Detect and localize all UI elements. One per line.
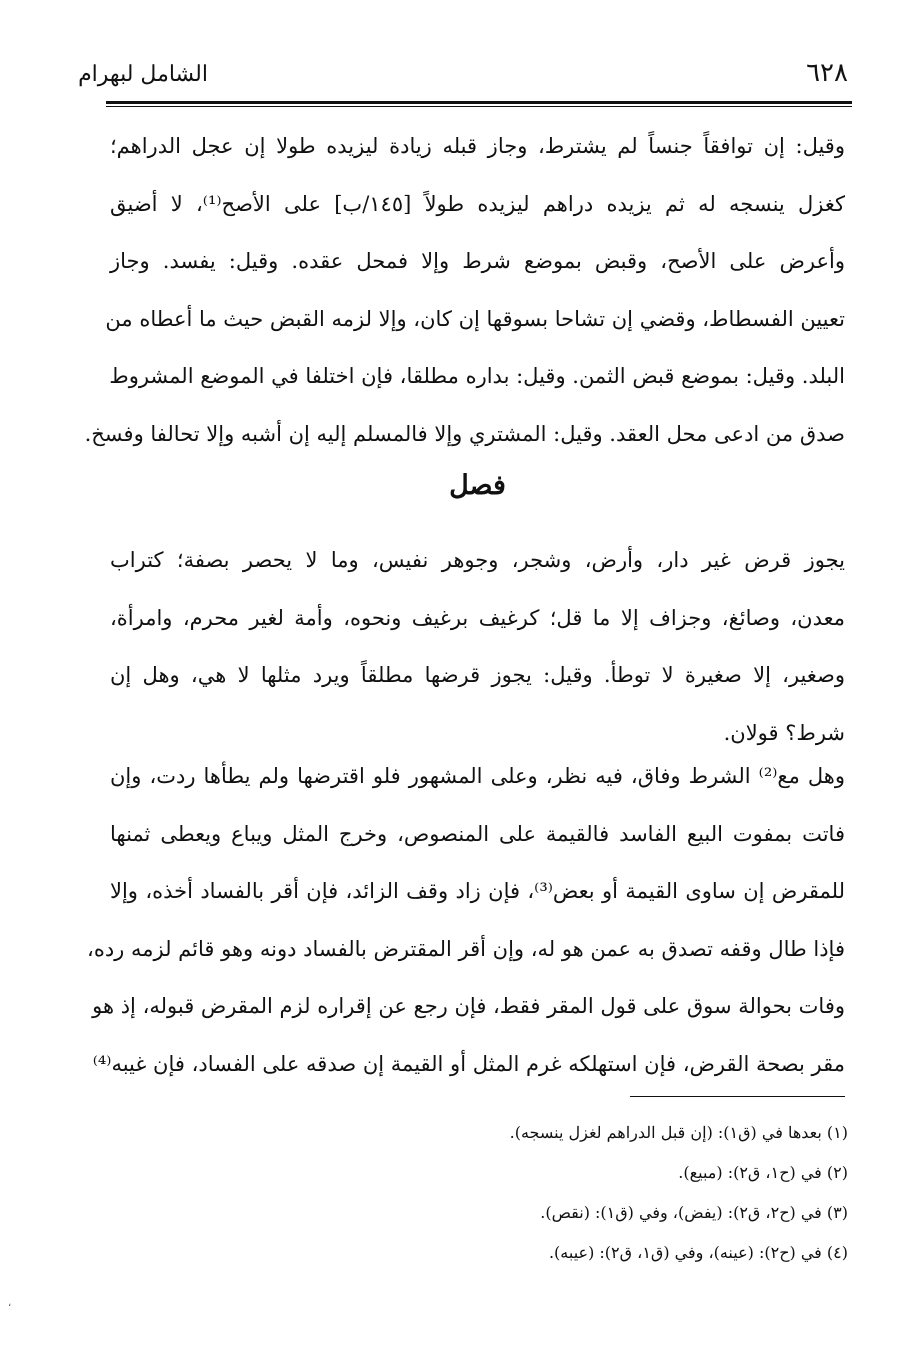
text-line: كغزل ينسجه له ثم يزيده دراهم ليزيده طولاً [١٤٥/ب] على الأصح⁽¹⁾، لا أضيق [110,191,845,216]
text-line: وأعرض على الأصح، وقبض بموضع شرط وإلا فمحل عقده. وقيل: يفسد. وجاز [110,249,845,273]
header-rule [106,101,852,104]
text-line: معدن، وصائغ، وجزاف إلا ما قل؛ كرغيف برغيف ونحوه، وأمة لغير محرم، وامرأة، [110,605,845,630]
text-line: وقيل: إن توافقاً جنساً لم يشترط، وجاز قبله زيادة ليزيده طولا إن عجل الدراهم؛ [110,134,845,158]
paragraph-1 [84,118,845,463]
page-header [78,56,848,102]
footnote-3: (٣) في (ح٢، ق٢): (يفض)، وفي (ق١): (نقص). [540,1203,848,1222]
text-line: للمقرض إن ساوى القيمة أو بعض⁽³⁾، فإن زاد وقف الزائد، فإن أقر بالفساد أخذه، وإلا [110,879,845,903]
text-line: وفات بحوالة سوق على قول المقر فقط، فإن رجع عن إقراره لزم المقرض قبوله، إذ هو [92,994,845,1018]
margin-mark: ، [8,1298,12,1309]
footnote-separator [630,1096,845,1097]
text-line: فإذا طال وقفه تصدق به عمن هو له، وإن أقر المقترض بالفساد دونه وهو قائم لزمه رده، [87,936,845,961]
text-line: فاتت بمفوت البيع الفاسد فالقيمة على المنصوص، وخرج المثل ويباع ويعطى ثمنها [110,821,845,846]
paragraph-2 [110,532,845,762]
running-title: الشامل لبهرام [78,62,208,87]
text-line: البلد. وقيل: بموضع قبض الثمن. وقيل: بداره مطلقا، فإن اختلفا في الموضع المشروط [109,364,845,388]
text-line: وهل مع⁽²⁾ الشرط وفاق، فيه نظر، وعلى المشهور فلو اقترضها ولم يطأها ردت، وإن [110,764,845,788]
text-line: يجوز قرض غير دار، وأرض، وشجر، وجوهر نفيس، وما لا يحصر بصفة؛ كتراب [110,548,845,572]
header-rule-thin [106,106,852,107]
footnote-4: (٤) في (ح٢): (عينه)، وفي (ق١، ق٢): (عيبه). [548,1243,848,1262]
text-line: شرط؟ قولان. [723,720,845,745]
footnotes [110,1113,848,1273]
footnote-2: (٢) في (ح١، ق٢): (مبيع). [678,1163,848,1182]
paragraph-3 [87,748,845,1093]
text-line: وصغير، إلا صغيرة لا توطأ. وقيل: يجوز قرضها مطلقاً ويرد مثلها لا هي، وهل إن [110,663,845,687]
text-line: مقر بصحة القرض، فإن استهلكه غرم المثل أو القيمة إن صدقه على الفساد، فإن غيبه⁽⁴⁾ [92,1051,845,1076]
page-number: ٦٢٨ [806,58,848,88]
text-line: تعيين الفسطاط، وقضي إن تشاحا بسوقها إن كان، وإلا لزمه القبض حيث ما أعطاه من [105,306,845,331]
footnote-1: (١) بعدها في (ق١): (إن قبل الدراهم لغزل ينسجه). [509,1123,848,1142]
text-line: صدق من ادعى محل العقد. وقيل: المشتري وإلا فالمسلم إليه إن أشبه وإلا تحالفا وفسخ. [84,421,845,446]
section-heading: فصل [449,470,506,501]
